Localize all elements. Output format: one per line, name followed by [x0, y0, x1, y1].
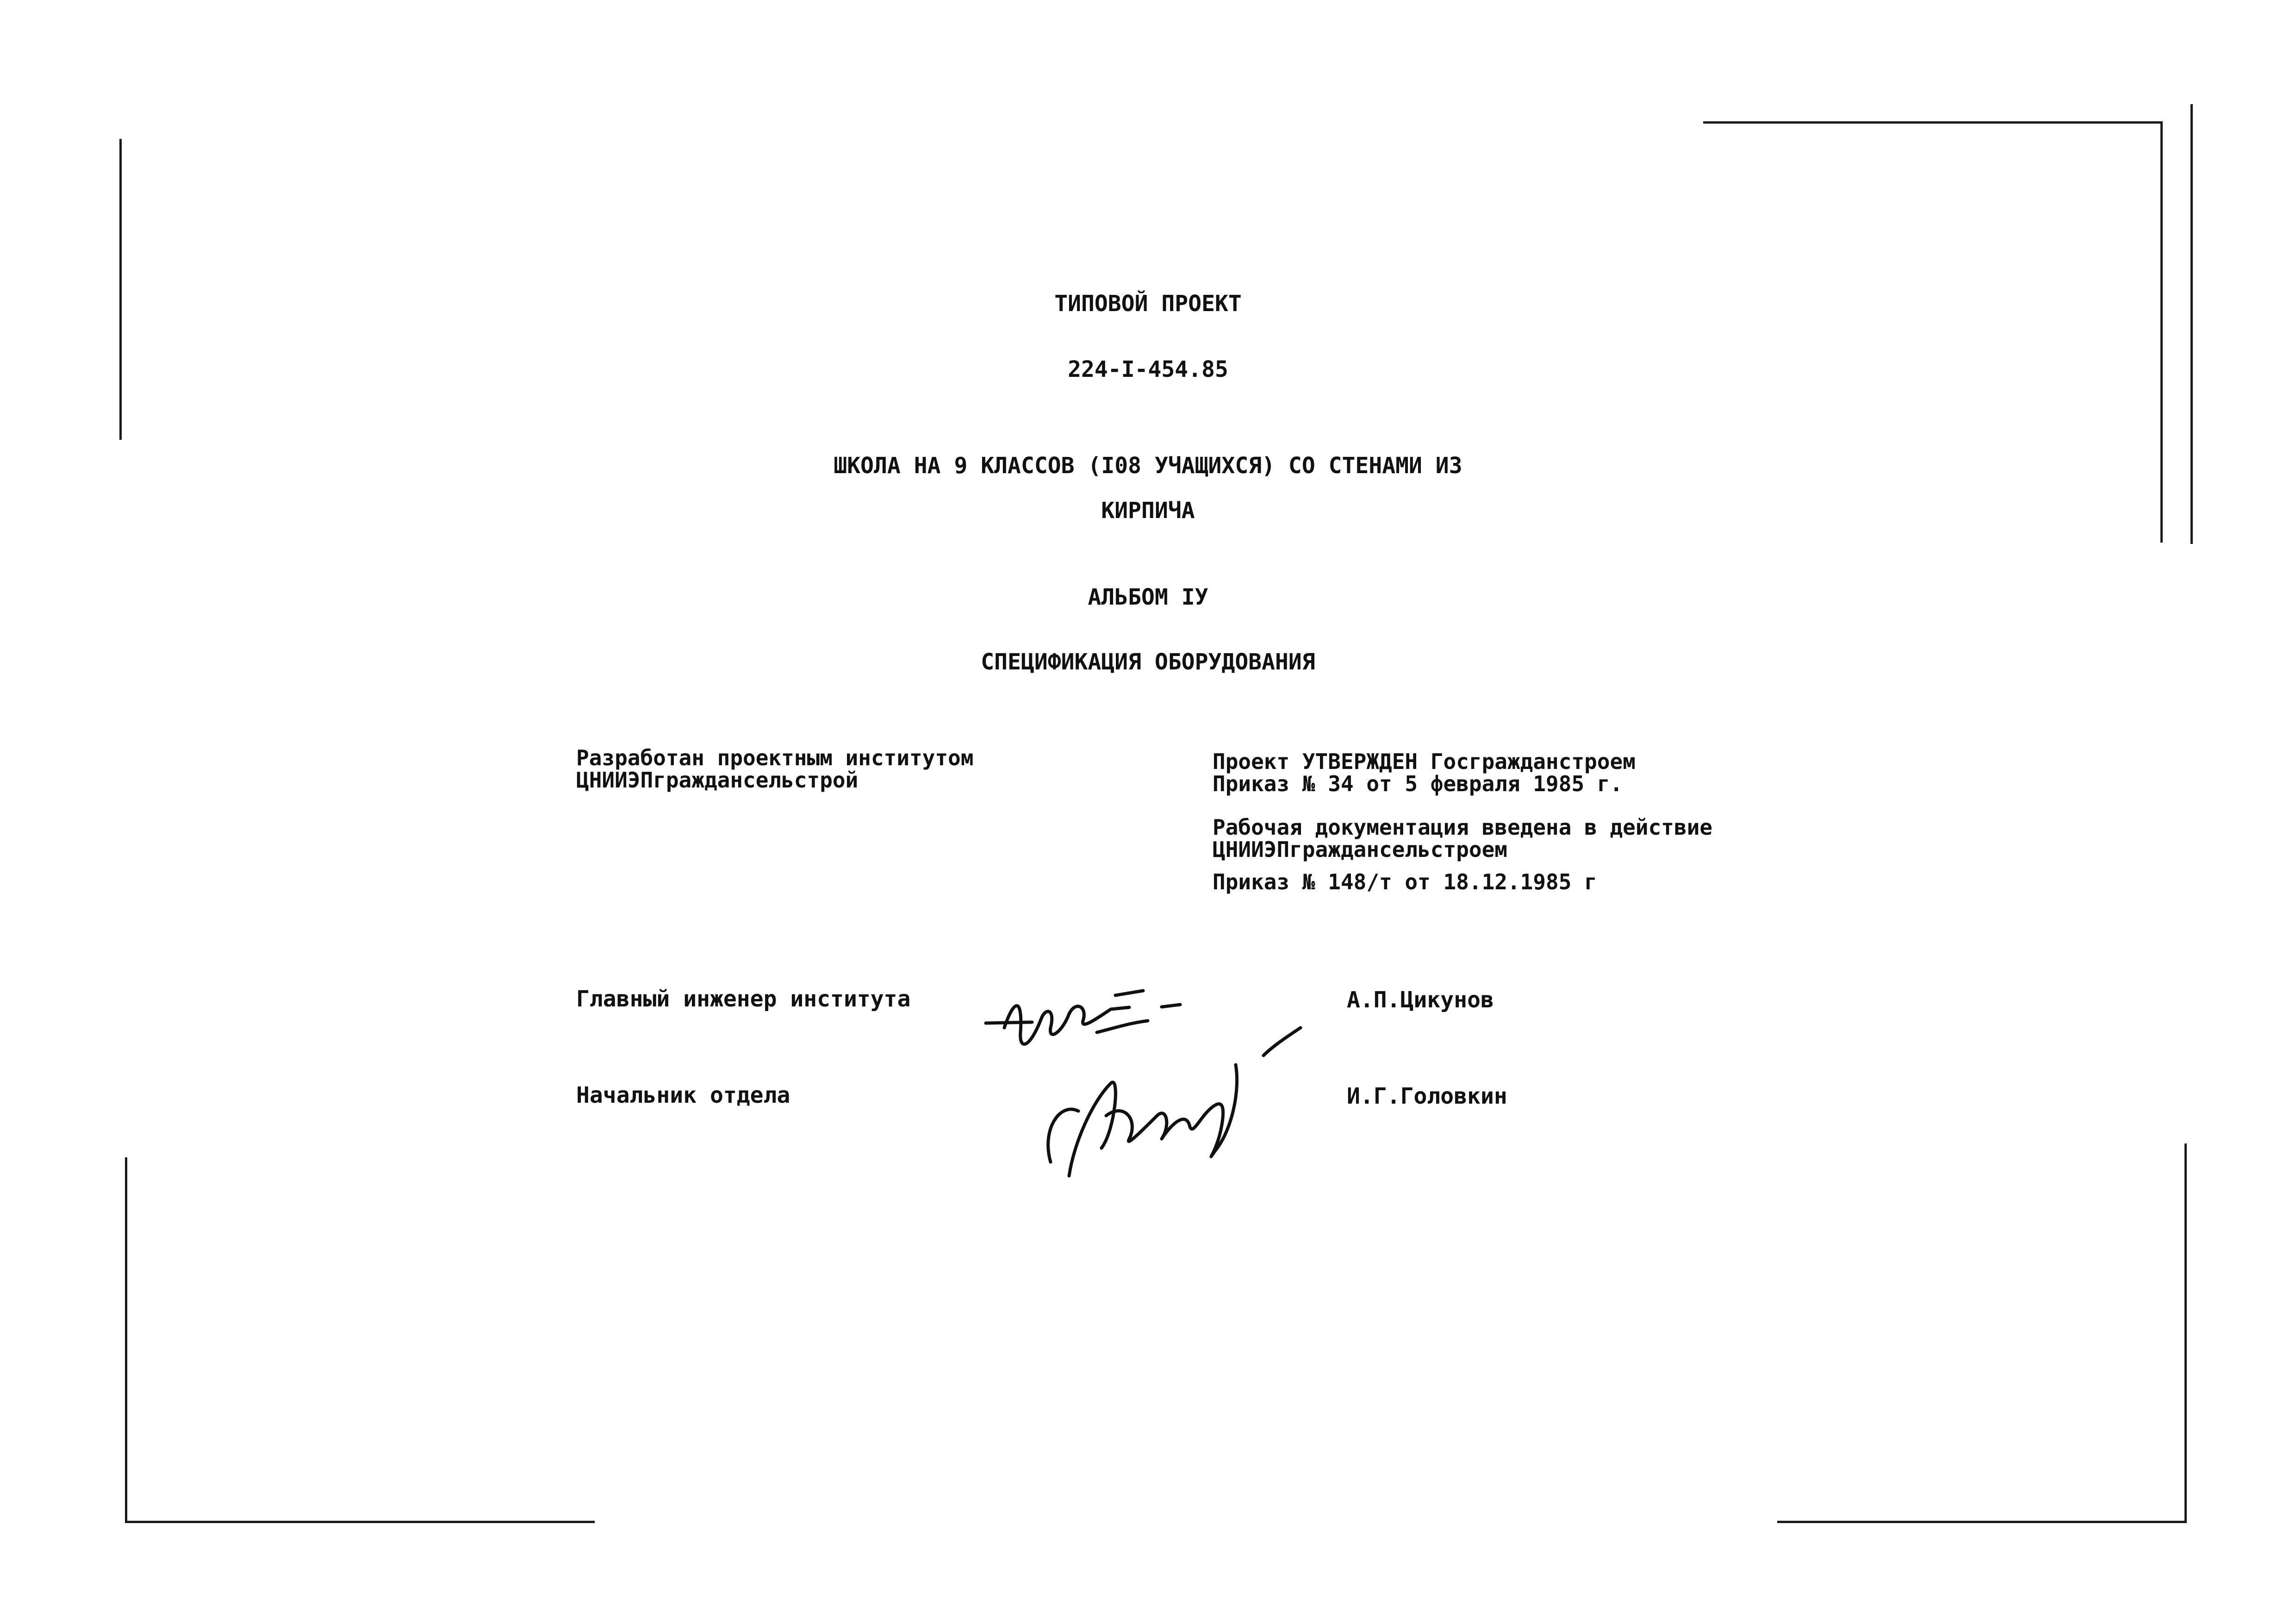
signatory-role-1: Главный инженер института — [576, 986, 911, 1012]
bottom-right-corner-horizontal — [1777, 1521, 2187, 1523]
signatory-name-2: И.Г.Головкин — [1347, 1083, 1507, 1109]
approval-line-4: ЦНИИЭПграждансельстроем — [1213, 837, 1507, 862]
approval-line-3: Рабочая документация введена в действие — [1213, 815, 1713, 840]
bottom-right-corner-vertical — [2184, 1143, 2187, 1523]
top-right-corner-horizontal — [1703, 121, 2161, 124]
approval-line-2: Приказ № 34 от 5 февраля 1985 г. — [1213, 771, 1623, 796]
approval-line-5: Приказ № 148/т от 18.12.1985 г — [1213, 869, 1597, 894]
project-code: 224-I-454.85 — [1068, 356, 1228, 382]
left-edge-mark — [119, 139, 122, 440]
signatory-name-1: А.П.Цикунов — [1347, 987, 1494, 1013]
approval-line-1: Проект УТВЕРЖДЕН Госгражданстроем — [1213, 749, 1636, 774]
bottom-left-corner-vertical — [125, 1157, 127, 1523]
album-label: АЛЬБОМ IУ — [1088, 584, 1208, 610]
developer-line-1: Разработан проектным институтом — [576, 745, 974, 770]
bottom-left-corner-horizontal — [125, 1521, 595, 1523]
top-right-corner-vertical-inner — [2160, 121, 2163, 543]
title-line-2: КИРПИЧА — [1101, 498, 1195, 524]
project-type: ТИПОВОЙ ПРОЕКТ — [1054, 291, 1242, 317]
signature-2-image — [1023, 1009, 1319, 1185]
subject-label: СПЕЦИФИКАЦИЯ ОБОРУДОВАНИЯ — [981, 649, 1315, 675]
signatory-role-2: Начальник отдела — [576, 1082, 790, 1108]
developer-line-2: ЦНИИЭПграждансельстрой — [576, 768, 859, 793]
title-line-1: ШКОЛА НА 9 КЛАССОВ (I08 УЧАЩИХСЯ) СО СТЕНАМИ ИЗ — [834, 453, 1462, 479]
